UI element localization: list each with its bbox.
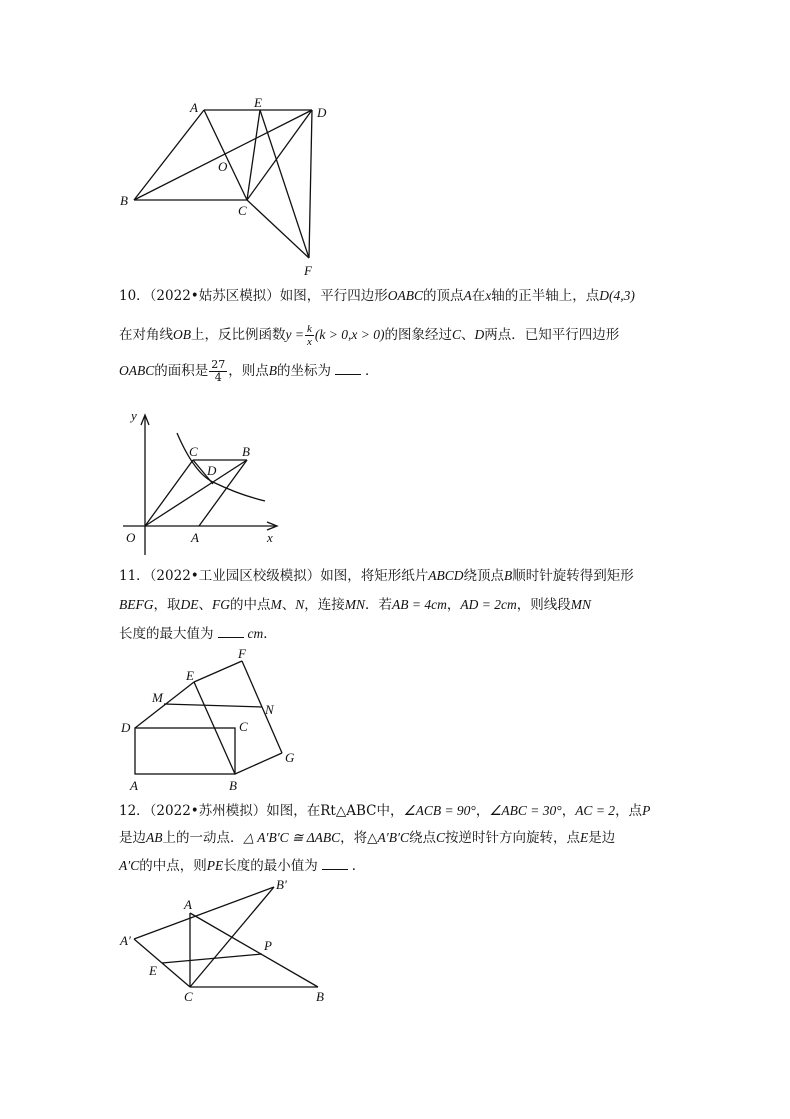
segment-gb — [235, 753, 282, 774]
segment-mn — [164, 704, 262, 707]
segment-cd — [247, 110, 312, 200]
q12-line-1: 12．（2022•苏州模拟）如图，在Rt△ABC中，∠ACB = 90°，∠ABC = 30°，AC = 2，点P — [119, 803, 651, 819]
answer-blank-q10 — [335, 362, 361, 375]
label-b: B — [229, 778, 237, 793]
label-b-prime: B′ — [276, 877, 287, 892]
label-a: A — [190, 100, 198, 115]
fraction-area: $\frac{27}{4}$ — [211, 358, 226, 384]
label-e: E — [149, 963, 157, 978]
label-g: G — [285, 750, 295, 765]
label-a: A — [130, 778, 138, 793]
label-e: E — [254, 95, 262, 110]
question-11 — [119, 568, 679, 642]
label-x: x — [267, 530, 273, 545]
label-m: M — [152, 690, 163, 705]
q10-line-2: 在对角线OB上，反比例函数y = $\frac{k}{x}$ (k > 0,x > 0)的图象经过C、D两点．已知平行四边形 — [119, 323, 620, 348]
label-d: D — [317, 105, 327, 120]
figure-q9 — [110, 90, 340, 280]
q10-line-3: OABC的面积是 $\frac{27}{4}$ ，则点B的坐标为 ． — [119, 358, 379, 384]
fraction-k-over-x: $\frac{k}{x}$ — [306, 323, 312, 348]
segment-ac — [204, 110, 247, 200]
q10-line-1: 10．（2022•姑苏区模拟）如图，平行四边形OABC的顶点A在x轴的正半轴上，点D(4,3) — [119, 288, 635, 304]
segment-df — [309, 110, 312, 258]
segment-oc — [145, 460, 193, 526]
label-p: P — [264, 938, 272, 953]
label-b: B — [316, 989, 324, 1004]
answer-blank-q12 — [322, 857, 348, 870]
q11-line-1: 11．（2022•工业园区校级模拟）如图，将矩形纸片ABCD绕顶点B顺时针旋转得到矩形 — [119, 568, 634, 584]
question-12 — [119, 803, 679, 874]
figure-q10 — [115, 405, 285, 560]
label-f: F — [238, 646, 246, 661]
segment-ce — [247, 110, 260, 200]
q12-line-3: A′C的中点，则PE长度的最小值为 ． — [119, 858, 366, 874]
q12-line-2: 是边AB上的一动点．△ A′B′C ≅ ΔABC，将△A′B′C绕点C按逆时针方向旋转，点E是边 — [119, 830, 616, 846]
label-e: E — [186, 668, 194, 683]
rectangle-abcd — [135, 728, 235, 774]
segment-ob — [145, 460, 247, 526]
answer-blank-q11 — [218, 625, 244, 638]
label-f: F — [304, 263, 312, 278]
q11-line-3: 长度的最大值为 cm． — [119, 626, 277, 642]
label-d: D — [207, 463, 217, 478]
label-b: B — [242, 444, 250, 459]
figure-q12 — [112, 875, 352, 1015]
segment-ab — [134, 110, 204, 200]
label-c: C — [238, 203, 247, 218]
segment-ef — [194, 661, 242, 682]
segment-ab — [190, 913, 318, 987]
question-10 — [119, 288, 679, 384]
label-n: N — [265, 702, 274, 717]
label-o: O — [126, 530, 136, 545]
label-c: C — [239, 719, 248, 734]
label-d: D — [121, 720, 131, 735]
label-b: B — [120, 193, 128, 208]
label-o: O — [218, 159, 228, 174]
figure-q11 — [112, 645, 302, 793]
label-c: C — [189, 444, 198, 459]
label-y: y — [131, 408, 137, 423]
label-c: C — [184, 989, 193, 1004]
label-a-prime: A′ — [120, 933, 131, 948]
label-a: A — [191, 530, 199, 545]
label-a: A — [184, 897, 192, 912]
q11-line-2: BEFG，取DE、FG的中点M、N，连接MN．若AB = 4cm，AD = 2cm，则线段MN — [119, 597, 591, 613]
